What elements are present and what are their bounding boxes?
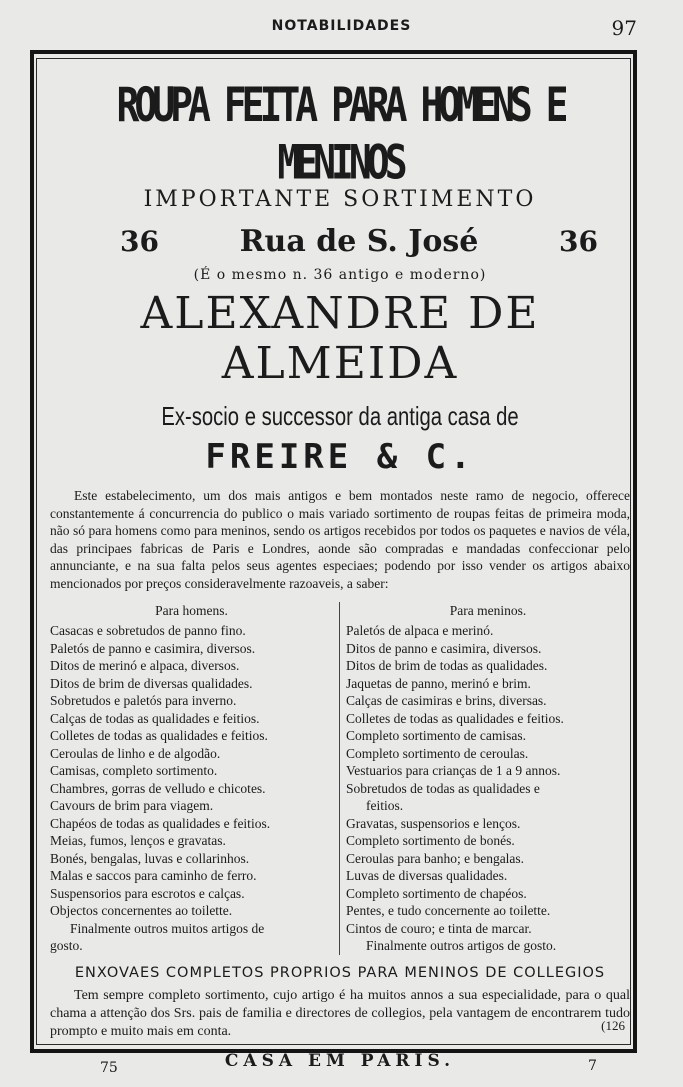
boys-item: Gravatas, suspensorios e lenços. [346,815,521,831]
men-item: Colletes de todas as qualidades e feitios. [50,728,268,743]
men-item: Chambres, gorras de velludo e chicotes. [50,780,266,796]
men-item: Cavours de brim para viagem. [50,798,214,813]
men-item: Suspensorios para escrotos e calças. [50,885,245,901]
trousseau-heading: ENXOVAES COMPLETOS PROPRIOS PARA MENINOS DE COLLEGIOS [74,964,606,981]
men-item: Malas e saccos para caminho de ferro. [50,868,257,883]
men-item: Ditos de merinó e alpaca, diversos. [50,658,240,673]
boys-item: Ceroulas para banho; e bengalas. [346,850,525,866]
paris-house-line: CASA EM PARIS. [224,1050,456,1071]
boys-column [340,602,630,955]
street-name: Rua de S. José [239,224,479,259]
boys-item: Calças de casimiras e brins, diversas. [346,693,547,708]
men-item: Ditos de brim de diversas qualidades. [50,675,253,691]
men-item: Objectos concernentes ao toilette. [50,903,233,918]
boys-item: Paletós de alpaca e merinó. [346,623,494,638]
men-item: Calças de todas as qualidades e feitios. [50,710,260,726]
men-items-list [50,622,333,955]
men-item: Bonés, bengalas, luvas e collarinhos. [50,850,250,866]
merchant-name: ALEXANDRE DE ALMEIDA [140,288,540,389]
boys-item: Cintos de couro; e tinta de marcar. [346,920,532,936]
boys-item: Ditos de panno e casimira, diversos. [346,640,542,656]
boys-column-heading: Para meninos. [449,603,527,618]
men-item: gosto. [50,938,83,953]
address-note: (É o mesmo n. 36 antigo e moderno) [193,267,487,283]
running-head: NOTABILIDADES [271,18,412,34]
boys-item: Colletes de todas as qualidades e feitios. [346,710,564,726]
intro-paragraph: Este estabelecimento, um dos mais antigos e bem montados neste ramo de negocio, offerece constantemente á concurrencia do publico o mais variado sortimento de roupas feitas de primeira moda, não só para homens como para meninos, sendo os artigos recebidos por todos os paquetes e navios de véla, das principaes fabricas de Paris e Londres, aonde são compradas e mandadas confeccionar pelo annunciante, e na sua falta pelos seus agentes especiaes; podendo por isso vender os artigos abaixo mencionados por preços consideravelmente razoaveis, a saber: [50,488,630,591]
men-item: Paletós de panno e casimira, diversos. [50,640,256,656]
boys-item: Finalmente outros artigos de gosto. [366,938,557,953]
boys-items-list [346,622,630,955]
men-item: Chapéos de todas as qualidades e feitios. [50,815,271,831]
signature-left: 75 [100,1060,118,1076]
men-item: Sobretudos e paletós para inverno. [50,693,237,708]
trousseau-text: Tem sempre completo sortimento, cujo artigo é ha muitos annos a sua especialidade, para o qual chama a attenção dos Srs. pais de familia e directores de collegios, pela vantagem de encontrarem tudo prompto e muito mais em conta. [50,987,630,1039]
ad-number: (126 [601,1018,625,1033]
address-number-left: 36 [120,225,159,258]
firm-name: FREIRE & C. [205,437,475,477]
men-item: Ceroulas de linho e de algodão. [50,745,221,761]
men-column-heading: Para homens. [155,603,228,618]
signature-right: 7 [588,1058,597,1074]
subtitle: IMPORTANTE SORTIMENTO [143,187,537,212]
headline: ROUPA FEITA PARA HOMENS E MENINOS [116,77,564,190]
boys-item: feitios. [366,798,404,813]
address-number-right: 36 [559,225,598,258]
address-line [120,224,598,259]
boys-item: Pentes, e tudo concernente ao toilette. [346,903,551,918]
boys-item: Completo sortimento de camisas. [346,728,526,743]
successor-line: Ex-socio e successor da antiga casa de [161,401,519,431]
men-column [50,602,340,955]
boys-item: Jaquetas de panno, merinó e brim. [346,675,531,691]
boys-item: Completo sortimento de ceroulas. [346,745,529,761]
boys-item: Completo sortimento de chapéos. [346,885,527,901]
men-item: Camisas, completo sortimento. [50,763,218,778]
product-columns [50,602,630,955]
men-item: Finalmente outros muitos artigos de [70,920,265,936]
men-item: Meias, fumos, lenços e gravatas. [50,833,226,848]
boys-item: Completo sortimento de bonés. [346,833,515,848]
boys-item: Sobretudos de todas as qualidades e [346,780,540,796]
boys-item: Vestuarios para crianças de 1 a 9 annos. [346,763,561,778]
boys-item: Ditos de brim de todas as qualidades. [346,658,548,673]
advertisement-content [50,76,630,1071]
men-item: Casacas e sobretudos de panno fino. [50,623,246,638]
page-number: 97 [611,16,637,40]
boys-item: Luvas de diversas qualidades. [346,868,508,883]
